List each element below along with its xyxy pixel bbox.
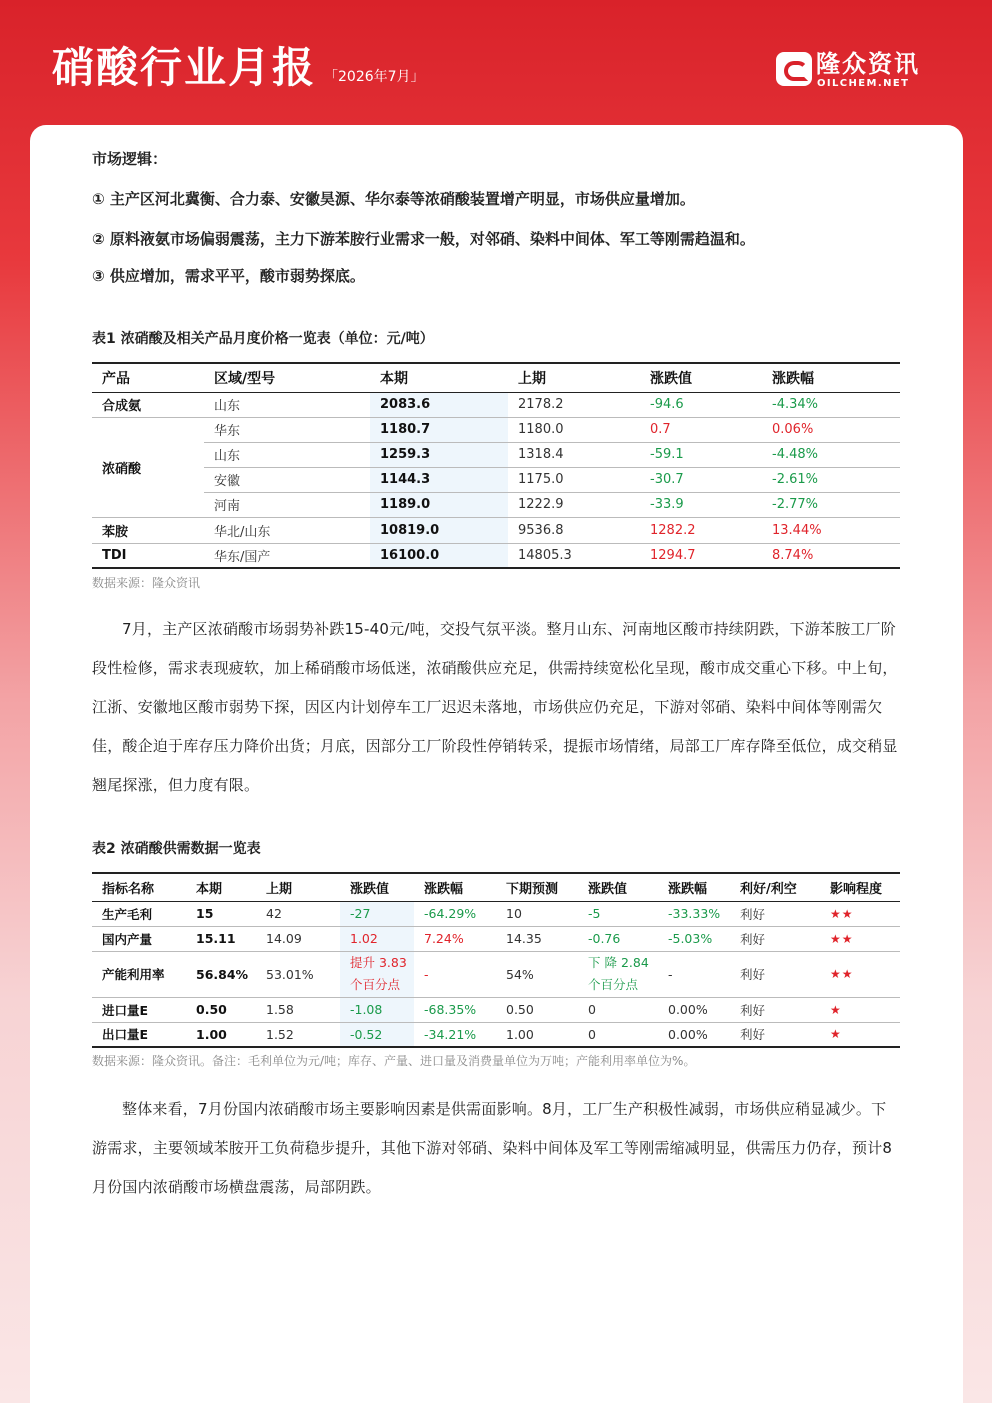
effect-cell: 利好 bbox=[730, 997, 820, 1022]
column-header: 本期 bbox=[186, 873, 256, 901]
logo-en-text: OILCHEM.NET bbox=[817, 78, 910, 89]
forecast-cell: 1.00 bbox=[496, 1022, 578, 1047]
region-cell: 河南 bbox=[204, 492, 370, 517]
previous-cell: 1222.9 bbox=[508, 492, 640, 517]
product-cell: TDI bbox=[92, 543, 204, 568]
table-row bbox=[92, 392, 900, 417]
current-cell: 10819.0 bbox=[370, 517, 508, 543]
forecast-cell: 10 bbox=[496, 901, 578, 926]
table-row bbox=[92, 417, 900, 442]
forecast-pct-cell: -33.33% bbox=[658, 901, 730, 926]
forecast-cell: 0.50 bbox=[496, 997, 578, 1022]
analysis-paragraph: 7月，主产区浓硝酸市场弱势补跌15-40元/吨，交投气氛平淡。整月山东、河南地区酸市持续阴跌，下游苯胺工厂阶段性检修，需求表现疲软，加上稀硝酸市场低迷，浓硝酸供应充足，供需持续宽松化呈现，酸市成交重心下移。中上旬，江浙、安徽地区酸市弱势下探，因区内计划停车工厂迟迟未落地，市场供应仍充足，下游对邻硝、染料中间体等刚需欠佳，酸企迫于库存压力降价出货；月底，因部分工厂阶段性停销转采，提振市场情绪，局部工厂库存降至低位，成交稍显翘尾探涨，但力度有限。 bbox=[92, 620, 898, 794]
pct-cell: 8.74% bbox=[762, 543, 900, 568]
previous-cell: 1175.0 bbox=[508, 467, 640, 492]
change-cell: -33.9 bbox=[640, 492, 762, 517]
change-cell: -94.6 bbox=[640, 392, 762, 417]
column-header: 涨跌值 bbox=[340, 873, 414, 901]
table-header-row bbox=[92, 363, 900, 392]
column-header: 利好/利空 bbox=[730, 873, 820, 901]
change-cell: -27 bbox=[340, 901, 414, 926]
previous-cell: 14805.3 bbox=[508, 543, 640, 568]
table-header-row bbox=[92, 873, 900, 901]
effect-cell: 利好 bbox=[730, 901, 820, 926]
forecast-pct-cell: - bbox=[658, 951, 730, 997]
pct-cell: -2.77% bbox=[762, 492, 900, 517]
change-cell: 1294.7 bbox=[640, 543, 762, 568]
table-row bbox=[92, 1022, 900, 1047]
pct-cell: 7.24% bbox=[414, 926, 496, 951]
forecast-change-cell: 0 bbox=[578, 997, 658, 1022]
change-line: 下 降 2.84 bbox=[588, 955, 649, 970]
change-line: 个百分点 bbox=[588, 977, 639, 992]
table-row bbox=[92, 492, 900, 517]
table-row bbox=[92, 951, 900, 997]
report-header bbox=[0, 0, 992, 125]
forecast-pct-cell: -5.03% bbox=[658, 926, 730, 951]
column-header: 下期预测 bbox=[496, 873, 578, 901]
table1-title: 表1 浓硝酸及相关产品月度价格一览表（单位：元/吨） bbox=[92, 331, 434, 347]
change-cell: -30.7 bbox=[640, 467, 762, 492]
current-cell: 15.11 bbox=[186, 926, 256, 951]
pct-cell: 0.06% bbox=[762, 417, 900, 442]
forecast-cell: 14.35 bbox=[496, 926, 578, 951]
previous-cell: 42 bbox=[256, 901, 340, 926]
change-cell: -1.08 bbox=[340, 997, 414, 1022]
forecast-change-cell: -5 bbox=[578, 901, 658, 926]
product-cell: 浓硝酸 bbox=[92, 417, 204, 517]
table2-source-note: 数据来源：隆众资讯。备注：毛利单位为元/吨；库存、产量、进口量及消费量单位为万吨；产能利用率单位为%。 bbox=[92, 1054, 696, 1068]
effect-cell: 利好 bbox=[730, 926, 820, 951]
market-logic-item: ① 主产区河北冀衡、合力泰、安徽昊源、华尔泰等浓硝酸装置增产明显，市场供应量增加。 bbox=[92, 190, 695, 208]
price-table bbox=[92, 362, 900, 569]
region-cell: 华东/国产 bbox=[204, 543, 370, 568]
pct-cell: 13.44% bbox=[762, 517, 900, 543]
previous-cell: 14.09 bbox=[256, 926, 340, 951]
indicator-cell: 产能利用率 bbox=[92, 951, 186, 997]
region-cell: 华北/山东 bbox=[204, 517, 370, 543]
previous-cell: 9536.8 bbox=[508, 517, 640, 543]
region-cell: 山东 bbox=[204, 392, 370, 417]
product-cell: 合成氨 bbox=[92, 392, 204, 417]
column-header: 上期 bbox=[256, 873, 340, 901]
forecast-change-cell bbox=[578, 951, 658, 997]
column-header: 涨跌值 bbox=[578, 873, 658, 901]
current-cell: 15 bbox=[186, 901, 256, 926]
table-row bbox=[92, 467, 900, 492]
forecast-change-cell: 0 bbox=[578, 1022, 658, 1047]
region-cell: 华东 bbox=[204, 417, 370, 442]
region-cell: 山东 bbox=[204, 442, 370, 467]
oilchem-logo bbox=[776, 50, 946, 90]
table-row bbox=[92, 543, 900, 568]
previous-cell: 53.01% bbox=[256, 951, 340, 997]
table-row bbox=[92, 517, 900, 543]
column-header: 涨跌幅 bbox=[762, 363, 900, 392]
current-cell: 1259.3 bbox=[370, 442, 508, 467]
column-header: 上期 bbox=[508, 363, 640, 392]
column-header: 涨跌值 bbox=[640, 363, 762, 392]
impact-stars: ★ bbox=[820, 1022, 900, 1047]
change-cell bbox=[340, 951, 414, 997]
logo-cn-text: 隆众资讯 bbox=[816, 50, 920, 78]
change-cell: -0.52 bbox=[340, 1022, 414, 1047]
impact-stars: ★★ bbox=[820, 926, 900, 951]
change-cell: 1.02 bbox=[340, 926, 414, 951]
column-header: 指标名称 bbox=[92, 873, 186, 901]
column-header: 涨跌幅 bbox=[414, 873, 496, 901]
change-cell: 0.7 bbox=[640, 417, 762, 442]
report-date: 「2026年7月」 bbox=[324, 69, 425, 85]
pct-cell: -4.34% bbox=[762, 392, 900, 417]
indicator-cell: 进口量E bbox=[92, 997, 186, 1022]
column-header: 本期 bbox=[370, 363, 508, 392]
previous-cell: 2178.2 bbox=[508, 392, 640, 417]
previous-cell: 1318.4 bbox=[508, 442, 640, 467]
current-cell: 0.50 bbox=[186, 997, 256, 1022]
forecast-pct-cell: 0.00% bbox=[658, 997, 730, 1022]
indicator-cell: 国内产量 bbox=[92, 926, 186, 951]
change-cell: -59.1 bbox=[640, 442, 762, 467]
pct-cell: - bbox=[414, 951, 496, 997]
current-cell: 2083.6 bbox=[370, 392, 508, 417]
forecast-pct-cell: 0.00% bbox=[658, 1022, 730, 1047]
current-cell: 16100.0 bbox=[370, 543, 508, 568]
table-row bbox=[92, 926, 900, 951]
summary-paragraph: 整体来看，7月份国内浓硝酸市场主要影响因素是供需面影响。8月，工厂生产积极性减弱，市场供应稍显减少。下游需求，主要领域苯胺开工负荷稳步提升，其他下游对邻硝、染料中间体及军工等刚需缩减明显，供需压力仍存，预计8月份国内浓硝酸市场横盘震荡，局部阴跌。 bbox=[92, 1100, 893, 1196]
effect-cell: 利好 bbox=[730, 1022, 820, 1047]
indicator-cell: 生产毛利 bbox=[92, 901, 186, 926]
pct-cell: -68.35% bbox=[414, 997, 496, 1022]
table-row bbox=[92, 901, 900, 926]
previous-cell: 1.52 bbox=[256, 1022, 340, 1047]
change-line: 提升 3.83 bbox=[350, 955, 407, 970]
supply-demand-table bbox=[92, 872, 900, 1048]
forecast-cell: 54% bbox=[496, 951, 578, 997]
current-cell: 1144.3 bbox=[370, 467, 508, 492]
region-cell: 安徽 bbox=[204, 467, 370, 492]
market-logic-item: ③ 供应增加，需求平平，酸市弱势探底。 bbox=[92, 267, 365, 285]
column-header: 区域/型号 bbox=[204, 363, 370, 392]
table2-title: 表2 浓硝酸供需数据一览表 bbox=[92, 841, 261, 857]
current-cell: 1180.7 bbox=[370, 417, 508, 442]
impact-stars: ★★ bbox=[820, 901, 900, 926]
pct-cell: -2.61% bbox=[762, 467, 900, 492]
previous-cell: 1.58 bbox=[256, 997, 340, 1022]
pct-cell: -4.48% bbox=[762, 442, 900, 467]
table-row bbox=[92, 442, 900, 467]
indicator-cell: 出口量E bbox=[92, 1022, 186, 1047]
impact-stars: ★★ bbox=[820, 951, 900, 997]
oilchem-logo-icon bbox=[776, 52, 812, 86]
impact-stars: ★ bbox=[820, 997, 900, 1022]
table-row bbox=[92, 997, 900, 1022]
market-logic-title: 市场逻辑： bbox=[92, 150, 168, 168]
column-header: 产品 bbox=[92, 363, 204, 392]
product-cell: 苯胺 bbox=[92, 517, 204, 543]
previous-cell: 1180.0 bbox=[508, 417, 640, 442]
current-cell: 1.00 bbox=[186, 1022, 256, 1047]
market-logic-item: ② 原料液氨市场偏弱震荡，主力下游苯胺行业需求一般，对邻硝、染料中间体、军工等刚需趋温和。 bbox=[92, 230, 755, 248]
current-cell: 56.84% bbox=[186, 951, 256, 997]
change-line: 个百分点 bbox=[350, 977, 401, 992]
table1-source-note: 数据来源：隆众资讯 bbox=[92, 576, 201, 590]
change-cell: 1282.2 bbox=[640, 517, 762, 543]
current-cell: 1189.0 bbox=[370, 492, 508, 517]
column-header: 影响程度 bbox=[820, 873, 900, 901]
column-header: 涨跌幅 bbox=[658, 873, 730, 901]
pct-cell: -34.21% bbox=[414, 1022, 496, 1047]
report-title: 硝酸行业月报 bbox=[52, 43, 317, 92]
forecast-change-cell: -0.76 bbox=[578, 926, 658, 951]
effect-cell: 利好 bbox=[730, 951, 820, 997]
pct-cell: -64.29% bbox=[414, 901, 496, 926]
